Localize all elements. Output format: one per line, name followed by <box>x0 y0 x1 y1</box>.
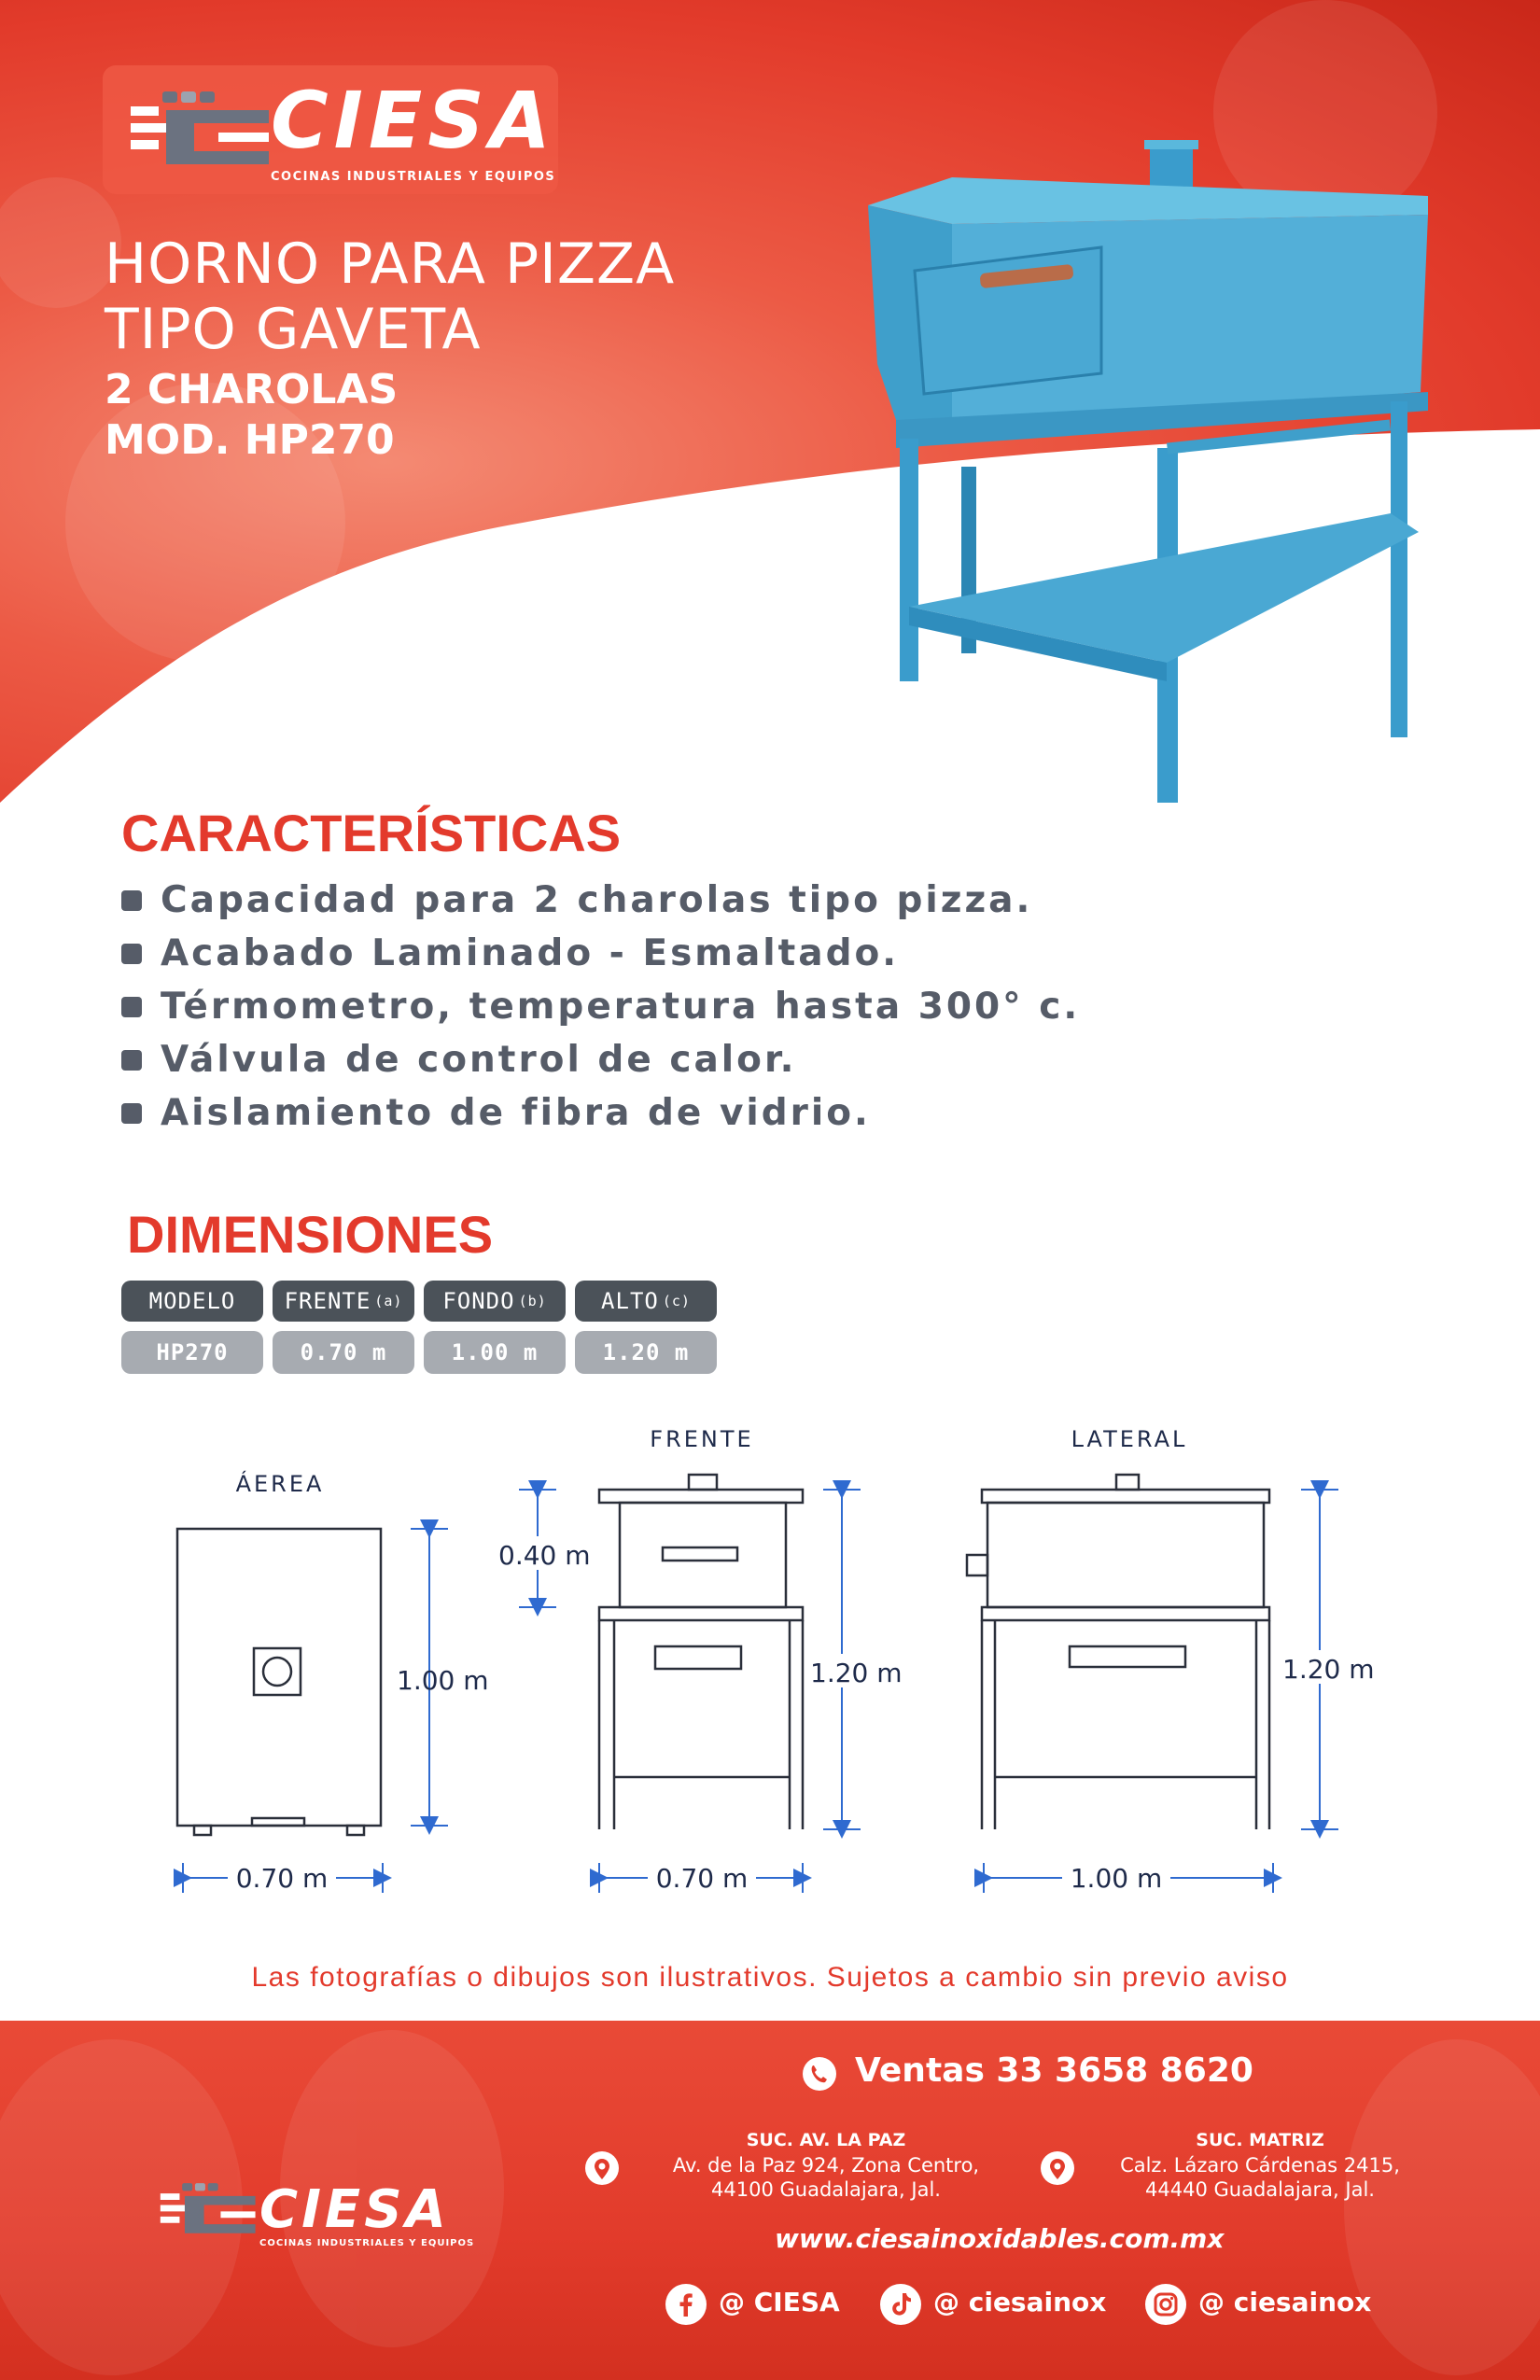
bullet-icon <box>121 1050 142 1071</box>
aerea-view <box>177 1529 381 1835</box>
website-link[interactable]: www.ciesainoxidables.com.mx <box>775 2223 1225 2254</box>
bullet-icon <box>121 890 142 911</box>
frente-view <box>599 1475 803 1829</box>
product-model: MOD. HP270 <box>105 416 395 464</box>
label-aerea: ÁEREA <box>235 1471 325 1497</box>
feature-item: Válvula de control de calor. <box>121 1033 1080 1086</box>
sales-phone[interactable]: Ventas 33 3658 8620 <box>855 2051 1253 2090</box>
bullet-icon <box>121 944 142 964</box>
bullet-icon <box>121 1103 142 1124</box>
col-header-alto: ALTO (c) <box>575 1281 717 1322</box>
feature-item: Aislamiento de fibra de vidrio. <box>121 1086 1080 1140</box>
brand-tagline: COCINAS INDUSTRIALES Y EQUIPOS <box>271 170 556 184</box>
feature-item: Acabado Laminado - Esmaltado. <box>121 927 1080 980</box>
product-title-line1: HORNO PARA PIZZA <box>105 231 676 297</box>
aerea-width: 0.70 m <box>235 1863 329 1894</box>
branch1-address-line2: 44100 Guadalajara, Jal. <box>711 2178 941 2201</box>
lateral-width: 1.00 m <box>1070 1863 1163 1894</box>
instagram-icon[interactable] <box>1144 2283 1187 2326</box>
instagram-handle[interactable]: @ ciesainox <box>1198 2287 1372 2317</box>
frente-drawer: 0.40 m <box>498 1540 591 1571</box>
bullet-icon <box>121 997 142 1017</box>
cell-alto: 1.20 m <box>575 1331 717 1374</box>
aerea-depth: 1.00 m <box>397 1665 489 1696</box>
product-subtitle-line1: 2 CHAROLAS <box>105 366 399 413</box>
footer-logo-icon <box>159 2179 256 2241</box>
dimensions-heading: DIMENSIONES <box>127 1205 494 1264</box>
features-list <box>121 874 1080 1140</box>
cell-frente: 0.70 m <box>273 1331 414 1374</box>
lateral-view <box>967 1475 1269 1829</box>
facebook-handle[interactable]: @ CIESA <box>719 2287 840 2317</box>
feature-item: Térmometro, temperatura hasta 300° c. <box>121 980 1080 1033</box>
ciesa-logo-icon <box>129 86 269 175</box>
lateral-height: 1.20 m <box>1282 1654 1375 1685</box>
location-pin-icon <box>1040 2150 1075 2190</box>
location-pin-icon <box>584 2150 620 2190</box>
branch2-address-line1: Calz. Lázaro Cárdenas 2415, <box>1120 2154 1400 2177</box>
cell-modelo: HP270 <box>121 1331 263 1374</box>
facebook-icon[interactable] <box>665 2283 707 2326</box>
tiktok-icon[interactable] <box>879 2283 922 2326</box>
branch2-address-line2: 44440 Guadalajara, Jal. <box>1145 2178 1375 2201</box>
product-title-line2: TIPO GAVETA <box>105 297 482 362</box>
branch1-address-line1: Av. de la Paz 924, Zona Centro, <box>672 2154 980 2177</box>
branch1-name: SUC. AV. LA PAZ <box>746 2130 906 2150</box>
features-heading: CARACTERÍSTICAS <box>121 804 622 862</box>
footer-brand-name: CIESA <box>259 2179 450 2240</box>
disclaimer: Las fotografías o dibujos son ilustrativos. Sujetos a cambio sin previo aviso <box>251 1962 1289 1993</box>
frente-width: 0.70 m <box>655 1863 749 1894</box>
brand-name: CIESA <box>271 75 556 166</box>
col-header-fondo: FONDO (b) <box>424 1281 566 1322</box>
frente-height: 1.20 m <box>810 1658 903 1688</box>
whatsapp-icon <box>801 2055 838 2093</box>
footer-brand-tagline: COCINAS INDUSTRIALES Y EQUIPOS <box>259 2238 475 2248</box>
feature-item: Capacidad para 2 charolas tipo pizza. <box>121 874 1080 927</box>
col-header-frente: FRENTE (a) <box>273 1281 414 1322</box>
technical-drawings <box>0 1400 1540 1923</box>
cell-fondo: 1.00 m <box>424 1331 566 1374</box>
label-lateral: LATERAL <box>1071 1426 1188 1452</box>
col-header-modelo: MODELO <box>121 1281 263 1322</box>
label-frente: FRENTE <box>650 1426 754 1452</box>
tiktok-handle[interactable]: @ ciesainox <box>933 2287 1107 2317</box>
branch2-name: SUC. MATRIZ <box>1196 2130 1324 2150</box>
oven-photo <box>868 140 1447 812</box>
